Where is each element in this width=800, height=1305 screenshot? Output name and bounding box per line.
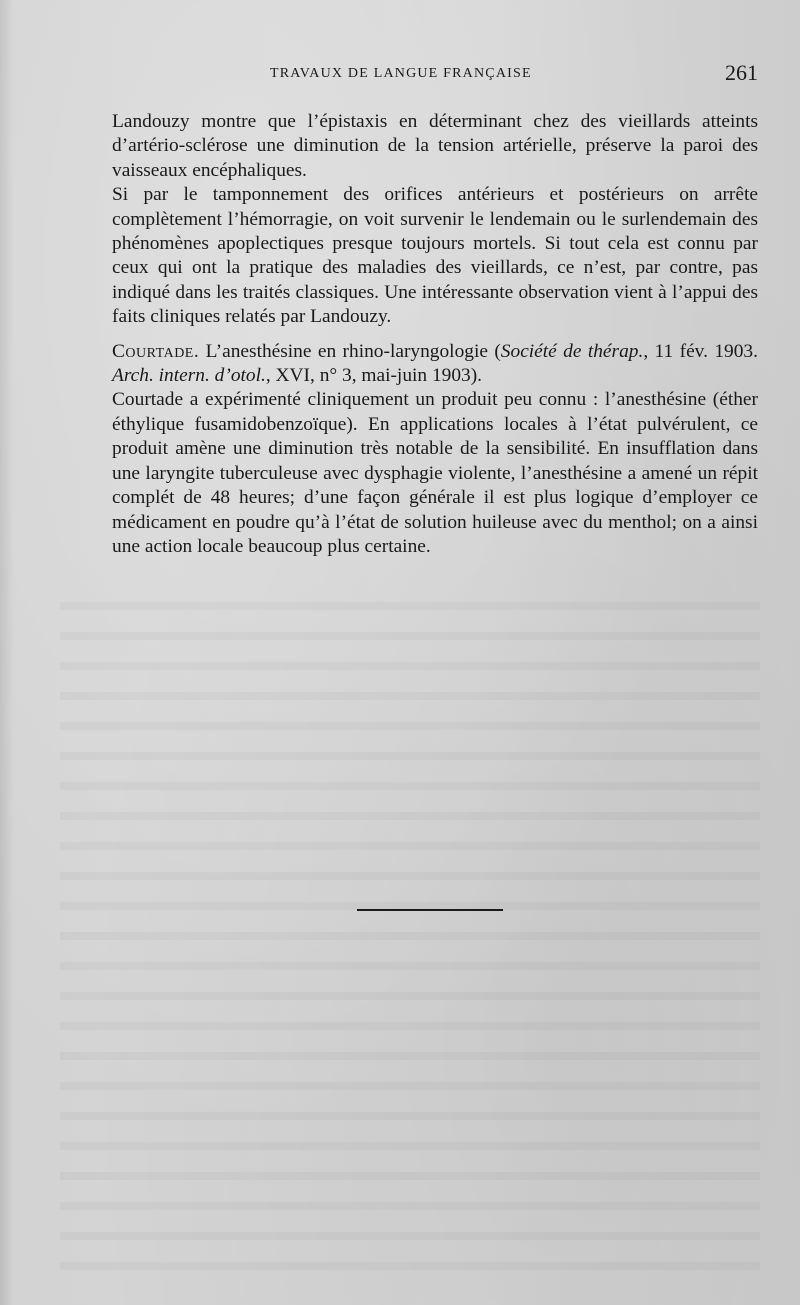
bleed-through-texture [60, 580, 760, 1280]
reference-author: Courtade. [112, 340, 200, 362]
reference-journal-2: Arch. intern. d’otol. [112, 365, 266, 387]
section-divider-rule [357, 909, 503, 911]
running-head: TRAVAUX DE LANGUE FRANÇAISE [270, 66, 532, 81]
reference-journal-1: Société de thérap. [500, 340, 644, 362]
reference-details: , XVI, n° 3, mai-juin 1903). [265, 365, 483, 387]
body-text [112, 110, 758, 559]
reference-citation [112, 340, 758, 389]
page-header [110, 62, 758, 92]
reference-title: L’anesthésine en rhino-laryngologie ( [199, 340, 501, 362]
reference-date: , 11 fév. 1903. [643, 340, 758, 362]
paragraph-summary: Courtade a expérimenté cliniquement un produit peu connu : l’anesthésine (éther éthylique fusamidobenzoïque). En applications locales à l’état pulvérulent, ce produit amène une diminution très notable de la sensibilité. En insufflation dans une laryngite tuberculeuse avec dysphagie violente, l’anesthésine a amené un répit complét de 48 heures; d’une façon générale il est plus logique d’employer ce médicament en poudre qu’à l’état de solution huileuse avec du menthol; on a ainsi une action locale beaucoup plus certaine. [112, 389, 758, 557]
paragraph-gap [112, 330, 758, 340]
paragraph-tamponnement: Si par le tamponnement des orifices antérieurs et postérieurs on arrête complètement l’hémorragie, on voit survenir le lendemain ou le surlendemain des phénomènes apoplectiques presque toujours mortels. Si tout cela est connu par ceux qui ont la pratique des maladies des vieillards, ce n’est, par contre, pas indiqué dans les traités classiques. Une intéressante observation vient à l’appui des faits cliniques relatés par Landouzy. [112, 184, 758, 328]
paragraph-epistaxis: Landouzy montre que l’épistaxis en déterminant chez des vieillards atteints d’artério-sclérose une diminution de la tension artérielle, préserve la paroi des vaisseaux encéphaliques. [112, 111, 758, 181]
page-number: 261 [725, 60, 758, 85]
